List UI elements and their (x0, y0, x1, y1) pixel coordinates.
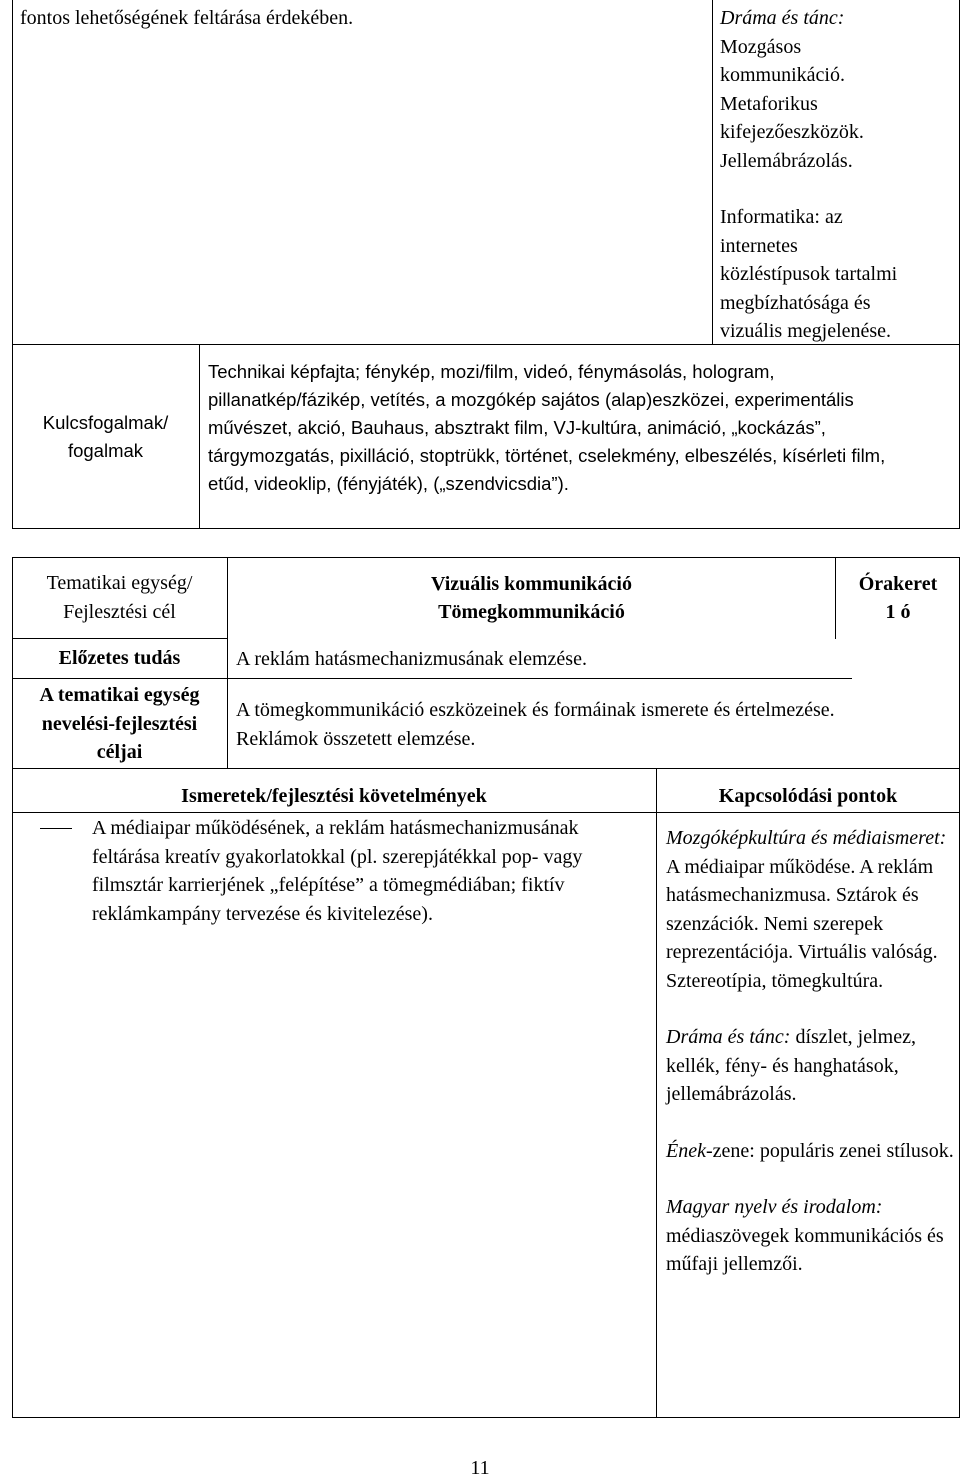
connection-label: Ének (666, 1139, 706, 1162)
orakeret (836, 557, 960, 639)
kulcsfogalmak-content: Technikai képfajta; fénykép, mozi/film, videó, fénymásolás, hologram, pillanatkép/fázikép, vetítés, a mozgókép sajátos (alap)eszközei, experimentális művészet, akció, Bauhaus, absztrakt film, VJ-kultúra, animáció, „kockázás”, tárgymozgatás, pixilláció, stoptrükk, történet, cselekmény, elbeszélés, kísérleti film, etűd, videoklip, (fényjáték), („szendvicsdia”). (208, 361, 886, 494)
unit-title-line2: Tömegkommunikáció (438, 601, 625, 623)
requirements-header-line (12, 812, 960, 813)
connection-item (666, 824, 956, 995)
connection-item (666, 1193, 956, 1279)
requirements-header: Ismeretek/fejlesztési követelmények (181, 785, 487, 807)
conn-line-7: Informatika: az (720, 206, 843, 228)
connections-top (720, 4, 956, 346)
celjai-value: A tömegkommunikáció eszközeinek és formáinak ismerete és értelmezése. Reklámok összetett elemzése. (236, 699, 835, 750)
requirements-divider (656, 768, 657, 1418)
connection-item (666, 1023, 956, 1109)
conn-line-9: közléstípusok tartalmi (720, 263, 898, 285)
conn-line-5: Jellemábrázolás. (720, 149, 853, 172)
celjai-top-border (228, 678, 852, 679)
connection-gap (666, 1109, 956, 1137)
page-number: 11 (470, 1457, 490, 1479)
connection-gap (666, 995, 956, 1023)
kulcs-label-line1: Kulcsfogalmak/ (42, 411, 169, 433)
connection-text: díszlet, jelmez, kellék, fény- és hanghatások, jellemábrázolás. (666, 1026, 916, 1105)
celjai-label (12, 678, 228, 769)
tematikai-line2: Fejlesztési cél (63, 600, 176, 623)
elozetes-value (236, 639, 836, 679)
conn-line-0: Dráma és tánc: (720, 7, 845, 29)
tematikai-line1: Tematikai egység/ (46, 572, 193, 594)
kulcsfogalmak-label (12, 344, 200, 529)
orakeret-label: Órakeret (858, 572, 938, 595)
conn-line-3: Metaforikus (720, 92, 818, 115)
conn-line-2: kommunikáció. (720, 64, 845, 86)
conn-line-1: Mozgásos (720, 35, 802, 58)
celjai-line2: nevelési-fejlesztési (41, 712, 198, 735)
tematikai-label (12, 557, 228, 639)
row-divider (712, 0, 713, 344)
celjai-line3: céljai (96, 741, 143, 764)
connection-label: Magyar nyelv és irodalom: (666, 1196, 883, 1218)
requirement-item: A médiaipar működésének, a reklám hatásmechanizmusának feltárása kreatív gyakorlatokkal (pl. szerepjátékkal pop- vagy filmsztár karrierjének „felépítése” a tömegmédiában; fiktív reklámkampány tervezése és kivitelezése). (92, 817, 583, 925)
continuation-text: fontos lehetőségének feltárása érdekében. (20, 7, 354, 29)
celjai-line1: A tematikai egység (39, 684, 200, 707)
conn-line-8: internetes (720, 234, 798, 257)
conn-line-4: kifejezőeszközök. (720, 121, 864, 143)
kulcs-label-line2: fogalmak (67, 439, 144, 461)
conn-line-10: megbízhatósága és (720, 291, 871, 314)
connections-list (666, 824, 956, 1279)
connection-label: Dráma és tánc: (666, 1026, 791, 1048)
elozetes-label (12, 639, 228, 679)
unit-title (228, 557, 836, 639)
conn-line-11: vizuális megjelenése. (720, 320, 892, 342)
elozetes-value-text: A reklám hatásmechanizmusának elemzése. (236, 647, 587, 670)
connection-text: médiaszövegek kommunikációs és műfaji jellemzői. (666, 1224, 944, 1275)
connection-item (666, 1137, 956, 1166)
conn-gap (720, 175, 956, 203)
elozetes-label-text: Előzetes tudás (58, 647, 181, 670)
connection-text: -zene: populáris zenei stílusok. (705, 1139, 954, 1162)
orakeret-value: 1 ó (885, 601, 911, 623)
connections-header: Kapcsolódási pontok (718, 785, 898, 807)
connection-text: A médiaipar működése. A reklám hatásmechanizmusa. Sztárok és szenzációk. Nemi szerepek reprezentációja. Virtuális valóság. Sztereotípia, tömegkultúra. (666, 855, 938, 992)
connection-label: Mozgóképkultúra és médiaismeret: (666, 827, 947, 849)
connection-gap (666, 1165, 956, 1193)
unit-title-line1: Vizuális kommunikáció (431, 572, 632, 595)
